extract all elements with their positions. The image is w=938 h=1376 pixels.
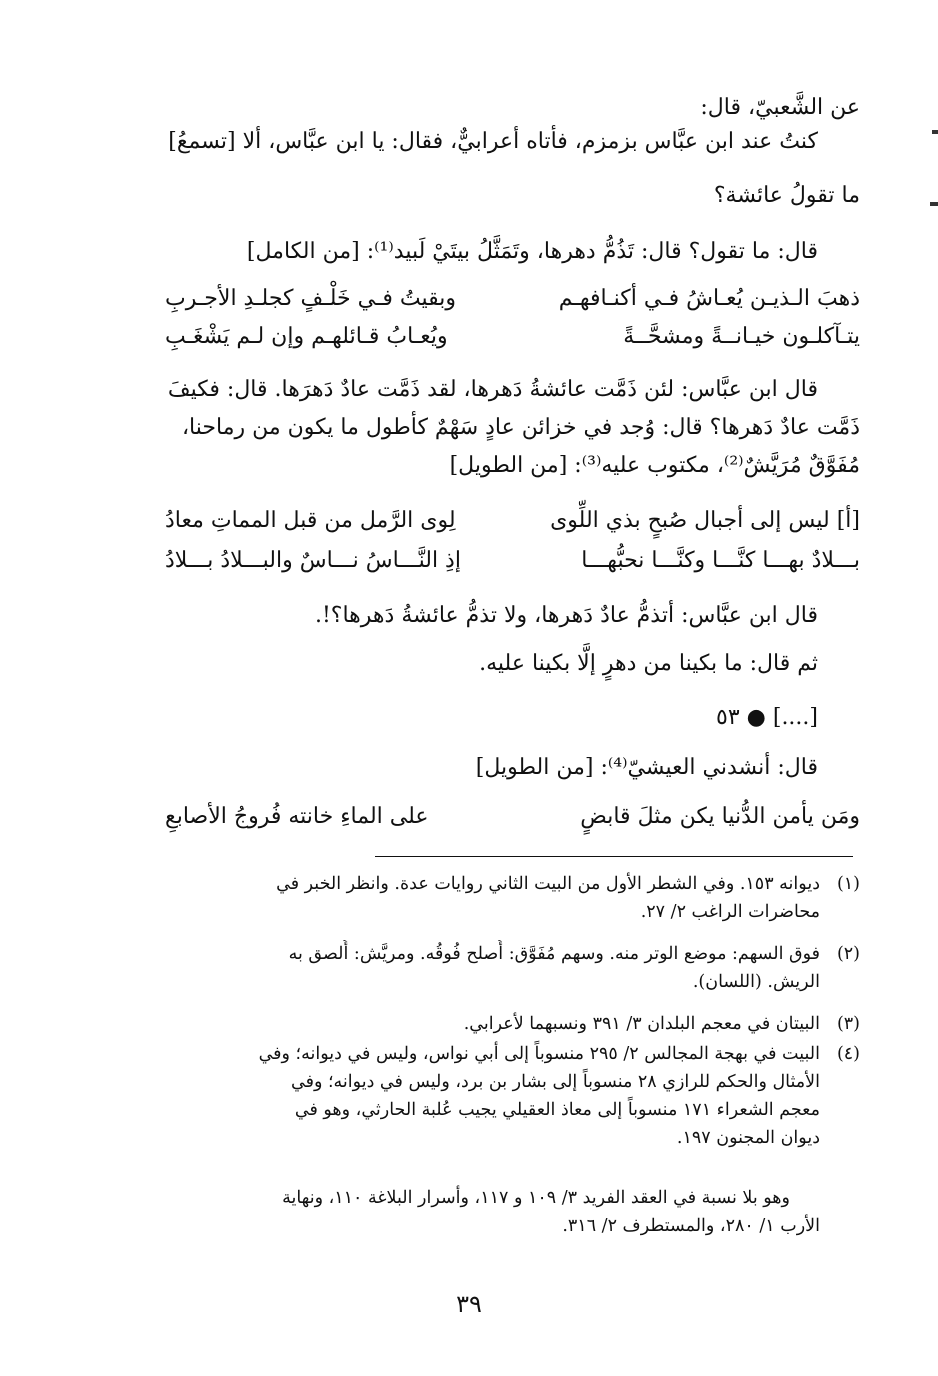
verse-hemistich-right: [أ] ليس إلى أجبال صُبحٍ بذي اللِّوى bbox=[550, 508, 860, 533]
paragraph-line: مُفَوَّقٌ مُرَيَّشٌ⁽²⁾، مكتوب عليه⁽³⁾: [من الطويل] bbox=[449, 453, 860, 478]
paragraph-line: ثم قال: ما بكينا من دهرٍ إلَّا بكينا عليه. bbox=[479, 651, 818, 676]
footnote-line bbox=[170, 870, 860, 898]
footnote-line bbox=[170, 1010, 860, 1038]
verse-hemistich-left: وبقيتُ فـي خَلْـفٍ كجلـدِ الأجـربِ bbox=[165, 286, 456, 311]
verse-line bbox=[165, 544, 860, 578]
paragraph-line: قال: أنشدني العيشيّ⁽⁴⁾: [من الطويل] bbox=[475, 755, 818, 780]
footnote-line: محاضرات الراغب ٢/ ٢٧. bbox=[640, 902, 820, 922]
footnote-number: (١) bbox=[836, 874, 860, 894]
verse-hemistich-right: ومَن يأمن الدُّنيا يكن مثلَ قابضٍ bbox=[580, 804, 860, 829]
verse-hemistich-left: ويُعـابُ قـائلهـم وإن لـم يَشْغَـبِ bbox=[165, 324, 448, 349]
intro-line: قال: ما تقول؟ قال: تَذُمُّ دهرها، وتَمَثَّلُ بيتَيْ لَبيد⁽¹⁾: [من الكامل] bbox=[246, 239, 818, 264]
footnote-line bbox=[170, 1040, 860, 1068]
verse-hemistich-right: يتـآكلـون خيـانــةً ومشحَّــةً bbox=[623, 324, 860, 349]
footnote-line: الأرب ١/ ٢٨٠، والمستطرف ٢/ ٣١٦. bbox=[562, 1216, 820, 1236]
footnote-line: الريش. (اللسان). bbox=[692, 972, 820, 992]
intro-line: عن الشَّعبيّ، قال: bbox=[700, 95, 860, 120]
paragraph-line: قال ابن عبَّاس: لئن ذَمَّت عائشةُ دَهرها، لقد ذَمَّت عادٌ دَهرَها. قال: فكيفَ bbox=[167, 377, 818, 402]
verse-hemistich-left: لِوى الرَّمل من قبل المماتِ معادُ bbox=[165, 508, 456, 533]
paragraph-line: ذَمَّت عادٌ دَهرها؟ قال: وُجد في خزائن عادٍ سَهْمٌ كأطول ما يكون من رماحنا، bbox=[181, 415, 860, 440]
footnote-text: البيتان في معجم البلدان ٣/ ٣٩١ ونسبهما لأعرابي. bbox=[463, 1014, 820, 1034]
footnote-line: وهو بلا نسبة في العقد الفريد ٣/ ١٠٩ و ١١٧، وأسرار البلاغة ١١٠، ونهاية bbox=[282, 1188, 790, 1208]
verse-hemistich-right: ذهبَ الـذيـن يُعـاشُ فـي أكنـافهـم bbox=[558, 286, 860, 311]
page-number: ٣٩ bbox=[456, 1290, 482, 1318]
verse-hemistich-left: إذِ النَّـــاسُ نـــاسٌ والبـــلادُ بـــلادُ bbox=[165, 548, 461, 573]
footnote-number: (٢) bbox=[836, 944, 860, 964]
footnote-separator bbox=[375, 856, 853, 857]
footnote-line: الأمثال والحكم للرازي ٢٨ منسوباً إلى بشار بن برد، وليس في ديوانه؛ وفي bbox=[291, 1072, 820, 1092]
footnote bbox=[170, 870, 860, 926]
footnote-line: ديوان المجنون ١٩٧. bbox=[676, 1128, 820, 1148]
verse-line bbox=[165, 800, 860, 834]
verse-line bbox=[165, 320, 860, 354]
footnote-number: (٣) bbox=[836, 1014, 860, 1034]
section-heading: ٥٣ ● [....] bbox=[716, 705, 818, 730]
scan-mark bbox=[932, 130, 938, 134]
verse-hemistich-right: بـــلادٌ بهـــا كنَّـــا وكنَّـــا نحبُّهـــا bbox=[581, 548, 860, 573]
footnote bbox=[170, 1040, 860, 1152]
footnote-continuation bbox=[170, 1184, 860, 1240]
intro-line: كنتُ عند ابن عبَّاس بزمزم، فأتاه أعرابيٌّ، فقال: يا ابن عبَّاس، ألا [تسمعُ] bbox=[168, 129, 818, 154]
paragraph-line: قال ابن عبَّاس: أتذمُّ عادٌ دَهرها، ولا تذمُّ عائشةُ دَهرها؟!. bbox=[314, 603, 818, 628]
footnote-line bbox=[170, 940, 860, 968]
footnote-text: البيت في بهجة المجالس ٢/ ٢٩٥ منسوباً إلى أبي نواس، وليس في ديوانه؛ وفي bbox=[258, 1044, 820, 1064]
footnote-text: فوق السهم: موضع الوتر منه. وسهم مُفَوَّق: أُصلح فُوقُه. ومريَّش: أُلصق به bbox=[288, 944, 820, 964]
scan-mark bbox=[930, 202, 938, 206]
verse-line bbox=[165, 282, 860, 316]
footnote-text: ديوانه ١٥٣. وفي الشطر الأول من البيت الثاني روايات عدة. وانظر الخبر في bbox=[276, 874, 820, 894]
verse-hemistich-left: على الماءِ خانته فُروجُ الأصابعِ bbox=[165, 804, 429, 829]
footnote-line: معجم الشعراء ١٧١ منسوباً إلى معاذ العقيلي يجيب عُلبة الحارثي، وهو في bbox=[294, 1100, 820, 1120]
verse-line bbox=[165, 504, 860, 538]
footnote bbox=[170, 1010, 860, 1038]
intro-line: ما تقولُ عائشة؟ bbox=[713, 183, 860, 208]
footnote-number: (٤) bbox=[836, 1044, 860, 1064]
footnote bbox=[170, 940, 860, 996]
